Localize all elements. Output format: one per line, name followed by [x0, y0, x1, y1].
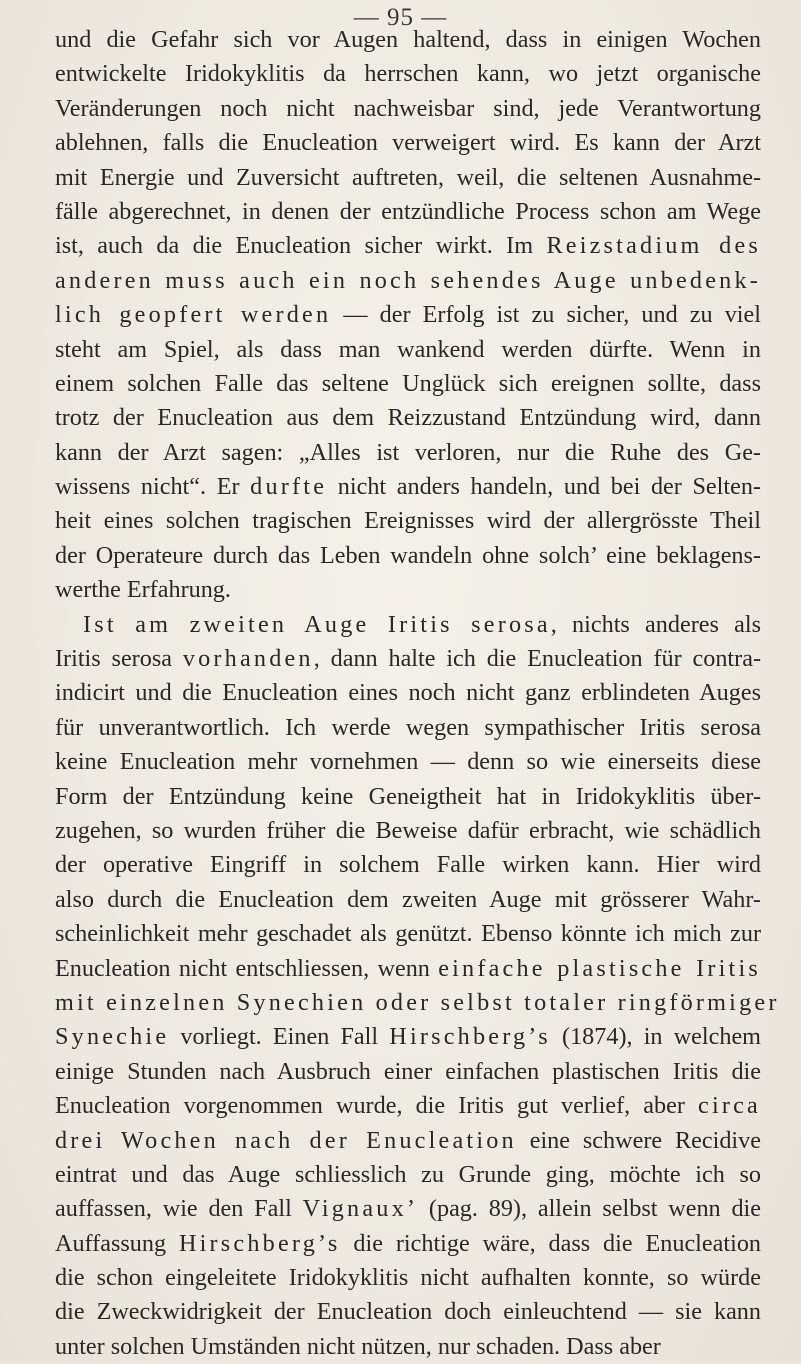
text-run: werthe Erfahrung.	[55, 576, 231, 604]
text-line	[55, 264, 761, 298]
text-line	[55, 642, 761, 676]
spaced-emphasis: einfache plastische Iritis	[438, 954, 761, 982]
text-line	[55, 917, 761, 951]
text-line	[55, 298, 761, 332]
text-run: eintrat und das Auge schliesslich zu Grunde ging, möchte ich so	[55, 1160, 761, 1188]
text-run: einem solchen Falle das seltene Unglück sich ereignen sollte, dass	[55, 369, 761, 397]
text-run: die Zweckwidrigkeit der Enucleation doch einleuchtend — sie kann	[55, 1298, 761, 1326]
spaced-emphasis: drei Wochen nach der Enucleation	[55, 1126, 517, 1154]
text-run: für unverantwortlich. Ich werde wegen sympathischer Iritis serosa	[55, 713, 761, 741]
text-line	[55, 367, 761, 401]
text-run: , nichts anderes als	[550, 610, 761, 638]
text-line	[55, 126, 761, 160]
text-run: heit eines solchen tragischen Ereignisses wird der allergrösste Theil	[55, 507, 761, 535]
text-run: also durch die Enucleation dem zweiten Auge mit grösserer Wahr-	[55, 885, 761, 913]
text-run: und die Gefahr sich vor Augen haltend, dass in einigen Wochen	[55, 26, 761, 53]
text-line	[55, 539, 761, 573]
text-run: eine schwere Recidive	[516, 1126, 761, 1154]
text-run: , dann halte ich die Enucleation für contra-	[313, 645, 761, 673]
spaced-emphasis: Hirschberg’s	[178, 1229, 341, 1257]
body-text	[55, 23, 780, 1364]
text-run: nicht anders handeln, und bei der Selten-	[327, 473, 761, 501]
text-run: keine Enucleation mehr vornehmen — denn so wie einerseits diese	[55, 748, 761, 776]
text-line	[55, 573, 761, 607]
spaced-emphasis: mit einzelnen Synechien oder selbst totaler ringförmiger	[55, 988, 780, 1016]
text-line	[55, 1261, 761, 1295]
text-line	[55, 745, 761, 779]
text-line	[55, 504, 761, 538]
text-line	[55, 23, 761, 57]
text-run: scheinlichkeit mehr geschadet als genützt. Ebenso könnte ich mich zur	[55, 920, 761, 948]
spaced-emphasis: lich geopfert werden	[55, 301, 332, 329]
spaced-emphasis: Vignaux’	[302, 1195, 419, 1223]
text-line	[55, 608, 761, 642]
text-run: vorliegt. Einen Fall	[169, 1023, 390, 1051]
text-line	[55, 161, 761, 195]
text-run: entwickelte Iridokyklitis da herrschen kann, wo jetzt organische	[55, 60, 761, 88]
text-line	[55, 1158, 761, 1192]
text-run: indicirt und die Enucleation eines noch nicht ganz erblindeten Auges	[55, 679, 761, 707]
text-run: (1874), in welchem	[550, 1023, 761, 1051]
text-run: zugehen, so wurden früher die Beweise dafür erbracht, wie schädlich	[55, 816, 761, 844]
text-line	[55, 1330, 761, 1364]
spaced-emphasis: durfte	[250, 473, 328, 501]
text-run: ist, auch da die Enucleation sicher wirkt. Im	[55, 232, 547, 260]
spaced-emphasis: Synechie	[55, 1023, 170, 1051]
text-line	[55, 470, 761, 504]
text-line	[55, 1020, 761, 1054]
text-line	[55, 436, 761, 470]
text-line	[55, 333, 761, 367]
text-line	[55, 1295, 761, 1329]
text-run: unter solchen Umständen nicht nützen, nur schaden. Dass aber	[55, 1332, 661, 1360]
text-line	[55, 814, 761, 848]
text-line	[55, 952, 761, 986]
text-line	[55, 848, 761, 882]
text-run: der operative Eingriff in solchem Falle wirken kann. Hier wird	[55, 851, 761, 879]
text-line	[55, 1124, 761, 1158]
text-line	[55, 1089, 761, 1123]
text-run: einige Stunden nach Ausbruch einer einfachen plastischen Iritis die	[55, 1057, 761, 1085]
text-line	[55, 1227, 761, 1261]
text-run: Enucleation vorgenommen wurde, die Iritis gut verlief, aber	[55, 1092, 699, 1120]
text-run: — der Erfolg ist zu sicher, und zu viel	[331, 301, 761, 329]
text-run: ablehnen, falls die Enucleation verweigert wird. Es kann der Arzt	[55, 129, 761, 157]
text-line	[55, 676, 761, 710]
text-run: die richtige wäre, dass die Enucleation	[340, 1229, 762, 1257]
text-run: Auffassung	[55, 1229, 179, 1257]
text-line	[55, 986, 780, 1020]
text-run: Enucleation nicht entschliessen, wenn	[55, 954, 439, 982]
text-run: fälle abgerechnet, in denen der entzündliche Process schon am Wege	[55, 197, 761, 225]
text-line	[55, 195, 761, 229]
text-line	[55, 1055, 761, 1089]
text-line	[55, 711, 761, 745]
spaced-emphasis: circa	[698, 1092, 761, 1120]
text-line	[55, 92, 761, 126]
text-line	[55, 401, 761, 435]
text-line	[55, 780, 761, 814]
text-run: die schon eingeleitete Iridokyklitis nicht aufhalten konnte, so würde	[55, 1264, 761, 1292]
text-line	[55, 57, 761, 91]
text-run: der Operateure durch das Leben wandeln ohne solch’ eine beklagens-	[55, 541, 761, 569]
spaced-emphasis: anderen muss auch ein noch sehendes Auge unbedenk-	[55, 266, 761, 294]
text-line	[55, 229, 761, 263]
text-run: mit Energie und Zuversicht auftreten, weil, die seltenen Ausnahme-	[55, 163, 761, 191]
text-run: steht am Spiel, als dass man wankend werden dürfte. Wenn in	[55, 335, 761, 363]
spaced-emphasis: Reizstadium des	[546, 232, 761, 260]
text-run: auffassen, wie den Fall	[55, 1195, 303, 1223]
text-run: wissens nicht“. Er	[55, 473, 251, 501]
text-line	[55, 1192, 761, 1226]
spaced-emphasis: Hirschberg’s	[389, 1023, 551, 1051]
text-run: Iritis serosa	[55, 645, 183, 673]
text-run: Form der Entzündung keine Geneigtheit hat in Iridokyklitis über-	[55, 782, 761, 810]
text-run: (pag. 89), allein selbst wenn die	[418, 1195, 761, 1223]
text-line	[55, 883, 761, 917]
text-run: Veränderungen noch nicht nachweisbar sind, jede Verantwortung	[55, 94, 761, 122]
text-run: kann der Arzt sagen: „Alles ist verloren, nur die Ruhe des Ge-	[55, 438, 761, 466]
text-run: trotz der Enucleation aus dem Reizzustand Entzündung wird, dann	[55, 404, 761, 432]
spaced-emphasis: Ist am zweiten Auge Iritis serosa	[83, 610, 551, 638]
page-number: — 95 —	[353, 4, 448, 31]
spaced-emphasis: vorhanden	[182, 645, 314, 673]
